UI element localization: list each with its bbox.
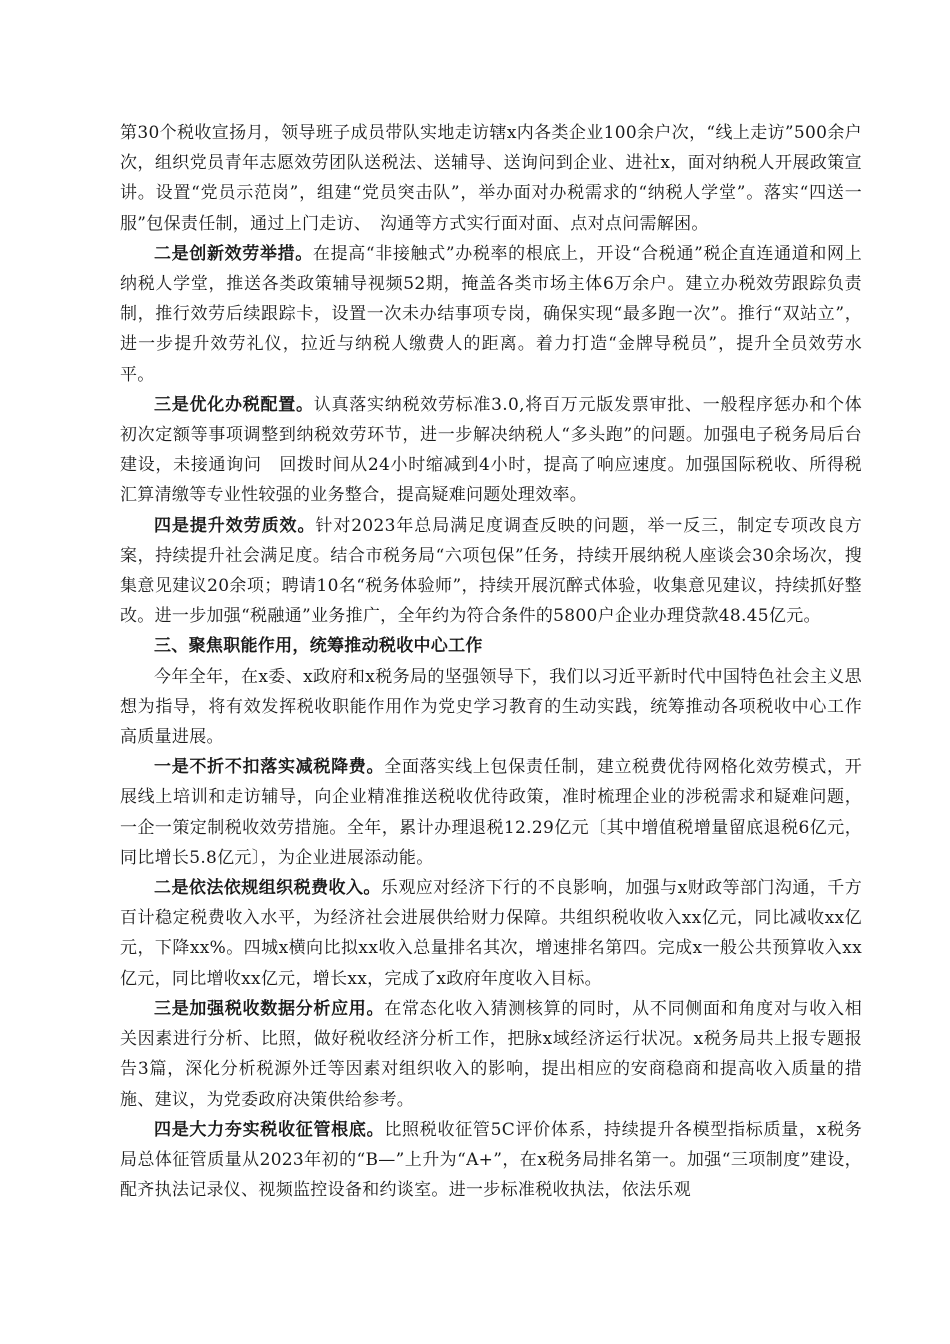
paragraph-text: 比照税收征管5C评价体系，持续提升各模型指标质量，x税务局总体征管质量从2023年初的“B—”上升为“A+”，在x税务局排名第一。加强“三项制度”建设，配齐执法记录仪、视频监控设备和约谈室。进一步标准税收执法，依法乐观 (120, 1119, 862, 1201)
paragraph-text: 全面落实线上包保责任制，建立税费优待网格化效劳模式，开展线上培训和走访辅导，向企业精准推送税收优待政策，准时梳理企业的涉税需求和疑难问题，一企一策定制税收效劳措施。全年，累计办理退税12.29亿元〔其中增值税增量留底退税6亿元，同比增长5.8亿元〕，为企业进展添动能。 (120, 757, 862, 868)
paragraph-text: 在常态化收入猜测核算的同时，从不同侧面和角度对与收入相关因素进行分析、比照，做好税收经济分析工作，把脉x域经济运行状况。x税务局共上报专题报告3篇，深化分析税源外迁等因素对组织收入的影响，提出相应的安商稳商和提高收入质量的措施、建议，为党委政府决策供给参考。 (120, 998, 862, 1110)
paragraph-lead: 二是创新效劳举措。 (154, 243, 313, 264)
paragraph-continuation (120, 118, 862, 239)
paragraph-text: 在提高“非接触式”办税率的根底上，开设“合税通”税企直连通道和网上纳税人学堂，推送各类政策辅导视频52期，掩盖各类市场主体6万余户。建立办税效劳跟踪负责制，推行效劳后续跟踪卡，设置一次未办结事项专岗，确保实现“最多跑一次”。推行“双站立”，进一步提升效劳礼仪，拉近与纳税人缴费人的距离。着力打造“金牌导税员”，提升全员效劳水平。 (120, 243, 862, 385)
paragraph-text: 认真落实纳税效劳标准3.0,将百万元版发票审批、一般程序惩办和个体初次定额等事项调整到纳税效劳环节，进一步解决纳税人“多头跑”的问题。加强电子税务局后台建设，未接通询问 回拨时间从24小时缩减到4小时，提高了响应速度。加强国际税收、所得税汇算清缴等专业性较强的业务整合，提高疑难问题处理效率。 (120, 394, 862, 506)
paragraph-lead: 一是不折不扣落实减税降费。 (154, 757, 385, 778)
paragraph-text: 今年全年，在x委、x政府和x税务局的坚强领导下，我们以习近平新时代中国特色社会主义思想为指导，将有效发挥税收职能作用作为党史学习教育的生动实践，统筹推动各项税收中心工作高质量进展。 (120, 666, 862, 748)
paragraph-lead: 四是提升效劳质效。 (154, 515, 316, 536)
paragraph-text: 第30个税收宣扬月，领导班子成员带队实地走访辖x内各类企业100余户次，“线上走访”500余户次，组织党员青年志愿效劳团队送税法、送辅导、送询问到企业、进社x，面对纳税人开展政策宣讲。设置“党员示范岗”，组建“党员突击队”，举办面对办税需求的“纳税人学堂”。落实“四送一服”包保责任制，通过上门走访、 沟通等方式实行面对面、点对点问需解困。 (120, 123, 862, 234)
section-heading: 三、聚焦职能作用，统筹推动税收中心工作 (154, 636, 483, 657)
paragraph-tax-reduction (120, 752, 862, 873)
paragraph-text: 针对2023年总局满足度调查反映的问题，举一反三，制定专项改良方案，持续提升社会满足度。结合市税务局“六项包保”任务，持续开展纳税人座谈会30余场次，搜集意见建议20余项；聘请10名“税务体验师”，持续开展沉醉式体验，收集意见建议，持续抓好整改。进一步加强“税融通”业务推广，全年约为符合条件的5800户企业办理贷款48.45亿元。 (120, 515, 862, 627)
paragraph-collection-management (120, 1115, 862, 1206)
paragraph-improve-quality (120, 511, 862, 632)
paragraph-optimize-config (120, 390, 862, 511)
paragraph-data-analysis (120, 994, 862, 1115)
paragraph-revenue-collection (120, 873, 862, 994)
paragraph-lead: 三是加强税收数据分析应用。 (154, 998, 385, 1019)
paragraph-lead: 二是依法依规组织税费收入。 (154, 878, 381, 899)
paragraph-innovate-service (120, 239, 862, 390)
paragraph-lead: 三是优化办税配置。 (154, 394, 314, 415)
document-page (120, 118, 862, 1205)
paragraph-lead: 四是大力夯实税收征管根底。 (154, 1119, 385, 1140)
paragraph-section-intro (120, 662, 862, 753)
paragraph-text: 乐观应对经济下行的不良影响，加强与x财政等部门沟通，千方百计稳定税费收入水平，为经济社会进展供给财力保障。共组织税收收入xx亿元，同比减收xx亿元，下降xx%。四城x横向比拟xx收入总量排名其次，增速排名第四。完成x一般公共预算收入xx亿元，同比增收xx亿元，增长xx，完成了x政府年度收入目标。 (120, 878, 862, 989)
